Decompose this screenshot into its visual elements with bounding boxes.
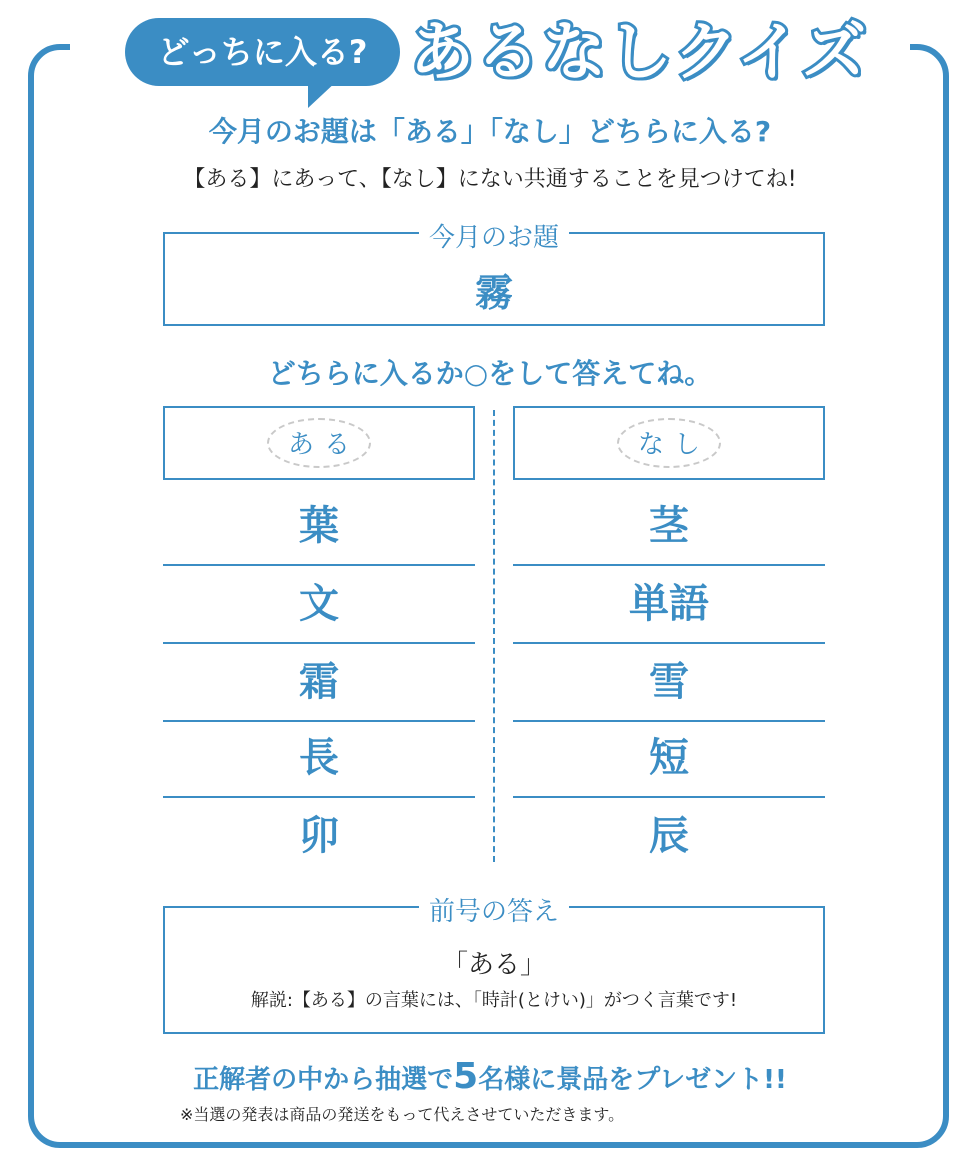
nashi-answer-oval[interactable]: なし [617, 418, 721, 468]
aru-item: 葉 [163, 488, 475, 566]
previous-answer-box [163, 897, 825, 1034]
prize-count: 5 [453, 1056, 479, 1097]
nashi-item: 単語 [513, 566, 825, 644]
previous-answer-label: 前号の答え [419, 891, 569, 928]
intro-headline: 今月のお題は「ある」「なし」どちらに入る? [208, 115, 772, 148]
column-divider [493, 410, 495, 862]
header-bubble: どっちに入る? [125, 18, 400, 86]
prize-after: 名様に景品をプレゼント!! [478, 1065, 787, 1095]
previous-explanation: 解説:【ある】の言葉には、「時計(とけい)」がつく言葉です! [250, 990, 738, 1011]
nashi-column-header [513, 406, 825, 480]
aru-item: 長 [163, 720, 475, 798]
aru-answer-oval[interactable]: ある [267, 418, 371, 468]
topic-box [163, 223, 825, 326]
footnote: ※当選の発表は商品の発送をもって代えさせていただきます。 [180, 1105, 625, 1124]
nashi-item: 辰 [649, 813, 689, 859]
prize-before: 正解者の中から抽選で [193, 1065, 454, 1095]
nashi-item: 茎 [513, 488, 825, 566]
nashi-item: 雪 [513, 644, 825, 722]
intro-subline: 【ある】にあって、【なし】にない共通することを見つけてね! [183, 167, 797, 192]
aru-item: 霜 [163, 644, 475, 722]
page-title: あるなしクイズ [410, 16, 869, 90]
topic-label: 今月のお題 [419, 217, 569, 254]
topic-value: 霧 [474, 271, 513, 315]
aru-item: 卯 [299, 813, 339, 859]
aru-column-header [163, 406, 475, 480]
nashi-item: 短 [513, 720, 825, 798]
prize-text [0, 1056, 980, 1097]
bubble-tail [308, 80, 338, 108]
aru-item: 文 [163, 566, 475, 644]
instruction-text: どちらに入るか○をして答えてね。 [267, 357, 713, 390]
previous-answer: 「ある」 [441, 950, 546, 980]
